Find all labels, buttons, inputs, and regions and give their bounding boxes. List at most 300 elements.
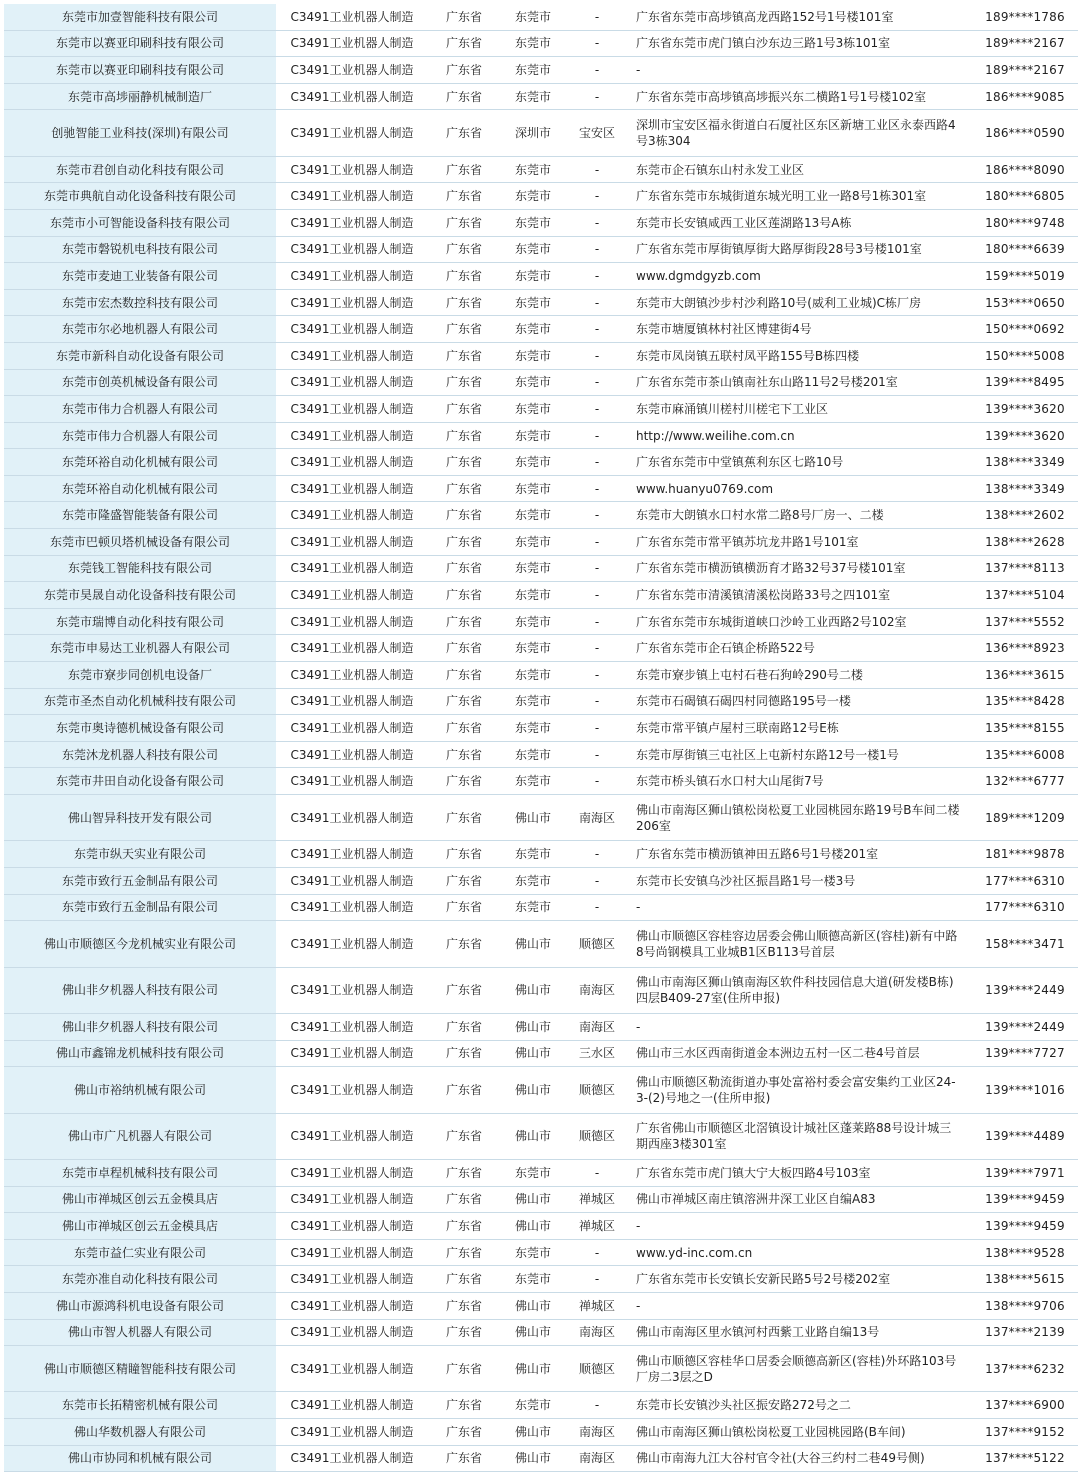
district-cell: - xyxy=(594,588,600,603)
district-cell: - xyxy=(594,774,600,789)
city-cell: 佛山市 xyxy=(514,1361,551,1376)
city-cell: 东莞市 xyxy=(514,9,551,24)
city-cell: 东莞市 xyxy=(514,694,551,709)
district-cell: - xyxy=(594,348,600,363)
table-row xyxy=(4,157,1078,184)
district-cell: - xyxy=(594,428,600,443)
province-cell: 广东省 xyxy=(445,561,482,576)
address-cell: 佛山市顺德区容桂华口居委会顺德高新区(容桂)外环路103号厂房二3层之D xyxy=(636,1353,957,1384)
table-row xyxy=(4,370,1078,397)
industry-cell: C3491工业机器人制造 xyxy=(290,936,414,951)
district-cell: - xyxy=(594,1398,600,1413)
city-cell: 佛山市 xyxy=(514,1082,551,1097)
province-cell: 广东省 xyxy=(445,162,482,177)
company-name-cell: 佛山非夕机器人科技有限公司 xyxy=(4,968,276,1013)
district-cell: 宝安区 xyxy=(578,126,615,141)
industry-cell: C3491工业机器人制造 xyxy=(290,375,414,390)
city-cell: 佛山市 xyxy=(514,1298,551,1313)
table-row xyxy=(4,609,1078,636)
industry-cell: C3491工业机器人制造 xyxy=(290,1129,414,1144)
table-row xyxy=(4,263,1078,290)
industry-cell: C3491工业机器人制造 xyxy=(290,162,414,177)
industry-cell: C3491工业机器人制造 xyxy=(290,694,414,709)
district-cell: - xyxy=(594,295,600,310)
province-cell: 广东省 xyxy=(445,348,482,363)
company-name-cell: 东莞市伟力合机器人有限公司 xyxy=(4,396,276,422)
industry-cell: C3491工业机器人制造 xyxy=(290,1272,414,1287)
province-cell: 广东省 xyxy=(445,1245,482,1260)
city-cell: 东莞市 xyxy=(514,481,551,496)
city-cell: 东莞市 xyxy=(514,561,551,576)
province-cell: 广东省 xyxy=(445,694,482,709)
address-cell: 东莞市塘厦镇林村社区博建街4号 xyxy=(636,322,812,337)
city-cell: 佛山市 xyxy=(514,1046,551,1061)
industry-cell: C3491工业机器人制造 xyxy=(290,614,414,629)
company-name-cell: 佛山华数机器人有限公司 xyxy=(4,1419,276,1445)
table-row xyxy=(4,502,1078,529)
city-cell: 佛山市 xyxy=(514,1424,551,1439)
company-name-cell: 东莞市纵天实业有限公司 xyxy=(4,841,276,867)
district-cell: 南海区 xyxy=(578,1424,615,1439)
table-row xyxy=(4,237,1078,264)
company-name-cell: 东莞市以赛亚印刷科技有限公司 xyxy=(4,57,276,83)
industry-cell: C3491工业机器人制造 xyxy=(290,9,414,24)
province-cell: 广东省 xyxy=(445,1019,482,1034)
industry-cell: C3491工业机器人制造 xyxy=(290,667,414,682)
table-row xyxy=(4,1067,1078,1113)
company-name-cell: 东莞沐龙机器人科技有限公司 xyxy=(4,742,276,768)
district-cell: 顺德区 xyxy=(578,936,615,951)
phone-cell: 180****9748 xyxy=(985,215,1065,230)
address-cell: 广东省东莞市常平镇苏坑龙井路1号101室 xyxy=(636,534,859,549)
phone-cell: 139****7971 xyxy=(985,1165,1065,1180)
phone-cell: 189****1209 xyxy=(985,810,1065,825)
province-cell: 广东省 xyxy=(445,215,482,230)
company-name-cell: 东莞市磐锐机电科技有限公司 xyxy=(4,237,276,263)
industry-cell: C3491工业机器人制造 xyxy=(290,481,414,496)
table-row xyxy=(4,396,1078,423)
address-cell: 佛山市南海区狮山镇松岗松夏工业园桃园路(B车间) xyxy=(636,1424,906,1439)
company-name-cell: 东莞市申易达工业机器人有限公司 xyxy=(4,635,276,661)
company-name-cell: 东莞市加壹智能科技有限公司 xyxy=(4,4,276,30)
address-cell: 广东省东莞市清溪镇清溪松岗路33号之四101室 xyxy=(636,588,891,603)
company-name-cell: 东莞市寮步同创机电设备厂 xyxy=(4,662,276,688)
phone-cell: 139****2449 xyxy=(985,983,1065,998)
address-cell: 佛山市南海区狮山镇松岗松夏工业园桃园东路19号B车间二楼206室 xyxy=(636,802,960,833)
district-cell: - xyxy=(594,189,600,204)
address-cell: www.dgmdgyzb.com xyxy=(636,268,761,283)
district-cell: 顺德区 xyxy=(578,1361,615,1376)
industry-cell: C3491工业机器人制造 xyxy=(290,1192,414,1207)
city-cell: 东莞市 xyxy=(514,614,551,629)
province-cell: 广东省 xyxy=(445,614,482,629)
table-row xyxy=(4,742,1078,769)
city-cell: 东莞市 xyxy=(514,428,551,443)
address-cell: 东莞市厚街镇三屯社区上屯新村东路12号一楼1号 xyxy=(636,747,899,762)
table-row xyxy=(4,210,1078,237)
city-cell: 佛山市 xyxy=(514,1325,551,1340)
company-name-cell: 东莞市瑞博自动化科技有限公司 xyxy=(4,609,276,635)
city-cell: 佛山市 xyxy=(514,1019,551,1034)
table-row xyxy=(4,183,1078,210)
industry-cell: C3491工业机器人制造 xyxy=(290,1046,414,1061)
address-cell: 东莞市常平镇卢屋村三联南路12号E栋 xyxy=(636,721,839,736)
district-cell: - xyxy=(594,215,600,230)
company-name-cell: 佛山市裕纳机械有限公司 xyxy=(4,1067,276,1112)
industry-cell: C3491工业机器人制造 xyxy=(290,1398,414,1413)
city-cell: 佛山市 xyxy=(514,1218,551,1233)
city-cell: 东莞市 xyxy=(514,641,551,656)
district-cell: - xyxy=(594,401,600,416)
phone-cell: 189****1786 xyxy=(985,9,1065,24)
table-row xyxy=(4,868,1078,895)
company-name-cell: 佛山市禅城区创云五金模具店 xyxy=(4,1187,276,1213)
province-cell: 广东省 xyxy=(445,747,482,762)
address-cell: 佛山市南海区狮山镇南海区软件科技园信息大道(研发楼B栋)四层B409-27室(住所申报) xyxy=(636,975,954,1006)
phone-cell: 180****6805 xyxy=(985,189,1065,204)
industry-cell: C3491工业机器人制造 xyxy=(290,534,414,549)
table-row xyxy=(4,1346,1078,1392)
phone-cell: 186****8090 xyxy=(985,162,1065,177)
industry-cell: C3491工业机器人制造 xyxy=(290,36,414,51)
province-cell: 广东省 xyxy=(445,126,482,141)
table-row xyxy=(4,4,1078,31)
city-cell: 东莞市 xyxy=(514,62,551,77)
district-cell: - xyxy=(594,322,600,337)
company-name-cell: 东莞市井田自动化设备有限公司 xyxy=(4,768,276,794)
province-cell: 广东省 xyxy=(445,1361,482,1376)
province-cell: 广东省 xyxy=(445,295,482,310)
address-cell: 佛山市顺德区容桂容边居委会佛山顺德高新区(容桂)新有中路8号尚钢模具工业城B1区B113号首层 xyxy=(636,928,958,959)
table-row xyxy=(4,921,1078,967)
phone-cell: 135****8155 xyxy=(985,721,1065,736)
company-name-cell: 佛山智异科技开发有限公司 xyxy=(4,795,276,840)
phone-cell: 138****9706 xyxy=(985,1298,1065,1313)
industry-cell: C3491工业机器人制造 xyxy=(290,322,414,337)
district-cell: - xyxy=(594,534,600,549)
district-cell: - xyxy=(594,9,600,24)
address-cell: http://www.weilihe.com.cn xyxy=(636,428,795,443)
city-cell: 东莞市 xyxy=(514,774,551,789)
district-cell: 禅城区 xyxy=(578,1298,615,1313)
company-name-cell: 东莞亦准自动化科技有限公司 xyxy=(4,1266,276,1292)
address-cell: www.yd-inc.com.cn xyxy=(636,1245,753,1260)
phone-cell: 139****9459 xyxy=(985,1192,1065,1207)
city-cell: 东莞市 xyxy=(514,1165,551,1180)
table-row xyxy=(4,449,1078,476)
address-cell: 广东省东莞市中堂镇蕉利东区七路10号 xyxy=(636,455,844,470)
address-cell: 广东省东莞市茶山镇南社东山路11号2号楼201室 xyxy=(636,375,898,390)
district-cell: 禅城区 xyxy=(578,1218,615,1233)
phone-cell: 139****8495 xyxy=(985,375,1065,390)
city-cell: 东莞市 xyxy=(514,534,551,549)
industry-cell: C3491工业机器人制造 xyxy=(290,215,414,230)
district-cell: 顺德区 xyxy=(578,1129,615,1144)
industry-cell: C3491工业机器人制造 xyxy=(290,810,414,825)
company-name-cell: 东莞市麦迪工业装备有限公司 xyxy=(4,263,276,289)
industry-cell: C3491工业机器人制造 xyxy=(290,1019,414,1034)
phone-cell: 136****3615 xyxy=(985,667,1065,682)
province-cell: 广东省 xyxy=(445,873,482,888)
phone-cell: 138****3349 xyxy=(985,481,1065,496)
address-cell: 东莞市桥头镇石水口村大山尾街7号 xyxy=(636,774,824,789)
address-cell: 广东省佛山市顺德区北滘镇设计城社区蓬莱路88号设计城三期西座3楼301室 xyxy=(636,1121,952,1152)
district-cell: - xyxy=(594,162,600,177)
address-cell: 东莞市凤岗镇五联村凤平路155号B栋四楼 xyxy=(636,348,860,363)
company-name-cell: 东莞市隆盛智能装备有限公司 xyxy=(4,502,276,528)
province-cell: 广东省 xyxy=(445,189,482,204)
industry-cell: C3491工业机器人制造 xyxy=(290,1165,414,1180)
address-cell: 广东省东莞市横沥镇横沥育才路32号37号楼101室 xyxy=(636,561,906,576)
company-name-cell: 东莞市宏杰数控科技有限公司 xyxy=(4,290,276,316)
phone-cell: 150****5008 xyxy=(985,348,1065,363)
industry-cell: C3491工业机器人制造 xyxy=(290,1424,414,1439)
table-row xyxy=(4,529,1078,556)
district-cell: - xyxy=(594,873,600,888)
industry-cell: C3491工业机器人制造 xyxy=(290,847,414,862)
province-cell: 广东省 xyxy=(445,36,482,51)
company-name-cell: 佛山市广凡机器人有限公司 xyxy=(4,1114,276,1159)
district-cell: - xyxy=(594,89,600,104)
district-cell: - xyxy=(594,1165,600,1180)
city-cell: 东莞市 xyxy=(514,36,551,51)
address-cell: - xyxy=(636,1298,641,1313)
company-name-cell: 佛山市顺德区精瞳智能科技有限公司 xyxy=(4,1346,276,1391)
phone-cell: 137****2139 xyxy=(985,1325,1065,1340)
city-cell: 东莞市 xyxy=(514,375,551,390)
district-cell: - xyxy=(594,481,600,496)
table-row xyxy=(4,1419,1078,1446)
phone-cell: 180****6639 xyxy=(985,242,1065,257)
address-cell: 佛山市顺德区勒流街道办事处富裕村委会富安集约工业区24-3-(2)号地之一(住所申报) xyxy=(636,1074,956,1105)
phone-cell: 138****2628 xyxy=(985,534,1065,549)
table-row xyxy=(4,423,1078,450)
district-cell: - xyxy=(594,455,600,470)
district-cell: - xyxy=(594,614,600,629)
province-cell: 广东省 xyxy=(445,1451,482,1466)
address-cell: 广东省东莞市厚街镇厚街大路厚街段28号3号楼101室 xyxy=(636,242,922,257)
address-cell: 广东省东莞市企石镇企桥路522号 xyxy=(636,641,815,656)
province-cell: 广东省 xyxy=(445,89,482,104)
company-name-cell: 东莞市长拓精密机械有限公司 xyxy=(4,1392,276,1418)
city-cell: 东莞市 xyxy=(514,873,551,888)
address-cell: 广东省东莞市横沥镇神田五路6号1号楼201室 xyxy=(636,847,879,862)
company-name-cell: 东莞市高埗丽静机械制造厂 xyxy=(4,84,276,110)
phone-cell: 138****9528 xyxy=(985,1245,1065,1260)
city-cell: 东莞市 xyxy=(514,295,551,310)
table-row xyxy=(4,556,1078,583)
city-cell: 佛山市 xyxy=(514,936,551,951)
address-cell: - xyxy=(636,62,641,77)
table-row xyxy=(4,1320,1078,1347)
district-cell: 禅城区 xyxy=(578,1192,615,1207)
phone-cell: 139****4489 xyxy=(985,1129,1065,1144)
phone-cell: 135****6008 xyxy=(985,747,1065,762)
company-table xyxy=(4,4,1078,1472)
district-cell: - xyxy=(594,268,600,283)
industry-cell: C3491工业机器人制造 xyxy=(290,348,414,363)
table-row xyxy=(4,1160,1078,1187)
company-name-cell: 东莞市益仁实业有限公司 xyxy=(4,1240,276,1266)
province-cell: 广东省 xyxy=(445,1046,482,1061)
company-name-cell: 佛山市智人机器人有限公司 xyxy=(4,1320,276,1346)
table-row xyxy=(4,1293,1078,1320)
province-cell: 广东省 xyxy=(445,983,482,998)
address-cell: 佛山市南海九江大谷村官令社(大谷三约村二巷49号侧) xyxy=(636,1451,925,1466)
district-cell: 南海区 xyxy=(578,810,615,825)
address-cell: 广东省东莞市虎门镇大宁大板四路4号103室 xyxy=(636,1165,871,1180)
industry-cell: C3491工业机器人制造 xyxy=(290,62,414,77)
address-cell: 东莞市麻涌镇川槎村川槎宅下工业区 xyxy=(636,401,829,416)
industry-cell: C3491工业机器人制造 xyxy=(290,189,414,204)
phone-cell: 158****3471 xyxy=(985,936,1065,951)
company-name-cell: 东莞市巴顿贝塔机械设备有限公司 xyxy=(4,529,276,555)
industry-cell: C3491工业机器人制造 xyxy=(290,641,414,656)
address-cell: 深圳市宝安区福永街道白石厦社区东区新塘工业区永泰西路4号3栋304 xyxy=(636,118,956,149)
phone-cell: 150****0692 xyxy=(985,322,1065,337)
city-cell: 东莞市 xyxy=(514,242,551,257)
table-row xyxy=(4,1014,1078,1041)
province-cell: 广东省 xyxy=(445,481,482,496)
company-name-cell: 东莞环裕自动化机械有限公司 xyxy=(4,476,276,502)
district-cell: - xyxy=(594,561,600,576)
industry-cell: C3491工业机器人制造 xyxy=(290,721,414,736)
province-cell: 广东省 xyxy=(445,936,482,951)
district-cell: - xyxy=(594,721,600,736)
industry-cell: C3491工业机器人制造 xyxy=(290,242,414,257)
province-cell: 广东省 xyxy=(445,1218,482,1233)
district-cell: - xyxy=(594,900,600,915)
province-cell: 广东省 xyxy=(445,242,482,257)
city-cell: 东莞市 xyxy=(514,508,551,523)
address-cell: 东莞市长安镇咸西工业区莲湖路13号A栋 xyxy=(636,215,852,230)
industry-cell: C3491工业机器人制造 xyxy=(290,428,414,443)
company-name-cell: 佛山非夕机器人科技有限公司 xyxy=(4,1014,276,1040)
industry-cell: C3491工业机器人制造 xyxy=(290,401,414,416)
company-name-cell: 东莞市昊晟自动化设备科技有限公司 xyxy=(4,582,276,608)
table-row xyxy=(4,968,1078,1014)
province-cell: 广东省 xyxy=(445,1272,482,1287)
table-row xyxy=(4,57,1078,84)
company-name-cell: 佛山市源鸿科机电设备有限公司 xyxy=(4,1293,276,1319)
industry-cell: C3491工业机器人制造 xyxy=(290,1245,414,1260)
city-cell: 佛山市 xyxy=(514,1192,551,1207)
table-row xyxy=(4,582,1078,609)
phone-cell: 139****9459 xyxy=(985,1218,1065,1233)
city-cell: 佛山市 xyxy=(514,810,551,825)
city-cell: 东莞市 xyxy=(514,322,551,337)
city-cell: 东莞市 xyxy=(514,847,551,862)
industry-cell: C3491工业机器人制造 xyxy=(290,873,414,888)
province-cell: 广东省 xyxy=(445,588,482,603)
city-cell: 东莞市 xyxy=(514,588,551,603)
industry-cell: C3491工业机器人制造 xyxy=(290,747,414,762)
district-cell: - xyxy=(594,62,600,77)
phone-cell: 137****8113 xyxy=(985,561,1065,576)
district-cell: 三水区 xyxy=(578,1046,615,1061)
city-cell: 东莞市 xyxy=(514,900,551,915)
address-cell: - xyxy=(636,1019,641,1034)
table-row xyxy=(4,476,1078,503)
address-cell: 广东省东莞市东城街道峡口沙岭工业西路2号102室 xyxy=(636,614,907,629)
province-cell: 广东省 xyxy=(445,322,482,337)
address-cell: 东莞市长安镇乌沙社区振昌路1号一楼3号 xyxy=(636,873,856,888)
table-row xyxy=(4,715,1078,742)
city-cell: 东莞市 xyxy=(514,348,551,363)
company-name-cell: 佛山市顺德区今龙机械实业有限公司 xyxy=(4,921,276,966)
district-cell: - xyxy=(594,747,600,762)
address-cell: - xyxy=(636,900,641,915)
phone-cell: 139****3620 xyxy=(985,401,1065,416)
city-cell: 东莞市 xyxy=(514,747,551,762)
company-name-cell: 东莞市君创自动化科技有限公司 xyxy=(4,157,276,183)
district-cell: - xyxy=(594,847,600,862)
city-cell: 东莞市 xyxy=(514,667,551,682)
company-name-cell: 东莞市奥诗德机械设备有限公司 xyxy=(4,715,276,741)
district-cell: - xyxy=(594,1245,600,1260)
industry-cell: C3491工业机器人制造 xyxy=(290,1451,414,1466)
table-row xyxy=(4,84,1078,111)
district-cell: - xyxy=(594,694,600,709)
district-cell: 南海区 xyxy=(578,1019,615,1034)
industry-cell: C3491工业机器人制造 xyxy=(290,774,414,789)
company-name-cell: 东莞钱工智能科技有限公司 xyxy=(4,556,276,582)
phone-cell: 137****6900 xyxy=(985,1398,1065,1413)
province-cell: 广东省 xyxy=(445,667,482,682)
province-cell: 广东省 xyxy=(445,641,482,656)
address-cell: www.huanyu0769.com xyxy=(636,481,774,496)
city-cell: 东莞市 xyxy=(514,215,551,230)
province-cell: 广东省 xyxy=(445,847,482,862)
phone-cell: 177****6310 xyxy=(985,900,1065,915)
phone-cell: 132****6777 xyxy=(985,774,1065,789)
table-row xyxy=(4,768,1078,795)
industry-cell: C3491工业机器人制造 xyxy=(290,508,414,523)
district-cell: 南海区 xyxy=(578,1451,615,1466)
province-cell: 广东省 xyxy=(445,721,482,736)
district-cell: - xyxy=(594,667,600,682)
city-cell: 佛山市 xyxy=(514,1451,551,1466)
phone-cell: 137****6232 xyxy=(985,1361,1065,1376)
phone-cell: 177****6310 xyxy=(985,873,1065,888)
province-cell: 广东省 xyxy=(445,774,482,789)
province-cell: 广东省 xyxy=(445,508,482,523)
table-row xyxy=(4,841,1078,868)
company-name-cell: 东莞市以赛亚印刷科技有限公司 xyxy=(4,31,276,57)
province-cell: 广东省 xyxy=(445,428,482,443)
city-cell: 深圳市 xyxy=(514,126,551,141)
address-cell: - xyxy=(636,1218,641,1233)
phone-cell: 189****2167 xyxy=(985,36,1065,51)
district-cell: - xyxy=(594,242,600,257)
company-name-cell: 东莞环裕自动化机械有限公司 xyxy=(4,449,276,475)
province-cell: 广东省 xyxy=(445,900,482,915)
district-cell: - xyxy=(594,375,600,390)
table-row xyxy=(4,1446,1078,1473)
company-name-cell: 东莞市圣杰自动化机械科技有限公司 xyxy=(4,689,276,715)
province-cell: 广东省 xyxy=(445,1192,482,1207)
phone-cell: 139****3620 xyxy=(985,428,1065,443)
phone-cell: 138****3349 xyxy=(985,455,1065,470)
province-cell: 广东省 xyxy=(445,62,482,77)
city-cell: 佛山市 xyxy=(514,983,551,998)
province-cell: 广东省 xyxy=(445,268,482,283)
industry-cell: C3491工业机器人制造 xyxy=(290,588,414,603)
industry-cell: C3491工业机器人制造 xyxy=(290,1082,414,1097)
industry-cell: C3491工业机器人制造 xyxy=(290,1218,414,1233)
address-cell: 东莞市寮步镇上屯村石巷石狗岭290号二楼 xyxy=(636,667,863,682)
city-cell: 东莞市 xyxy=(514,1398,551,1413)
